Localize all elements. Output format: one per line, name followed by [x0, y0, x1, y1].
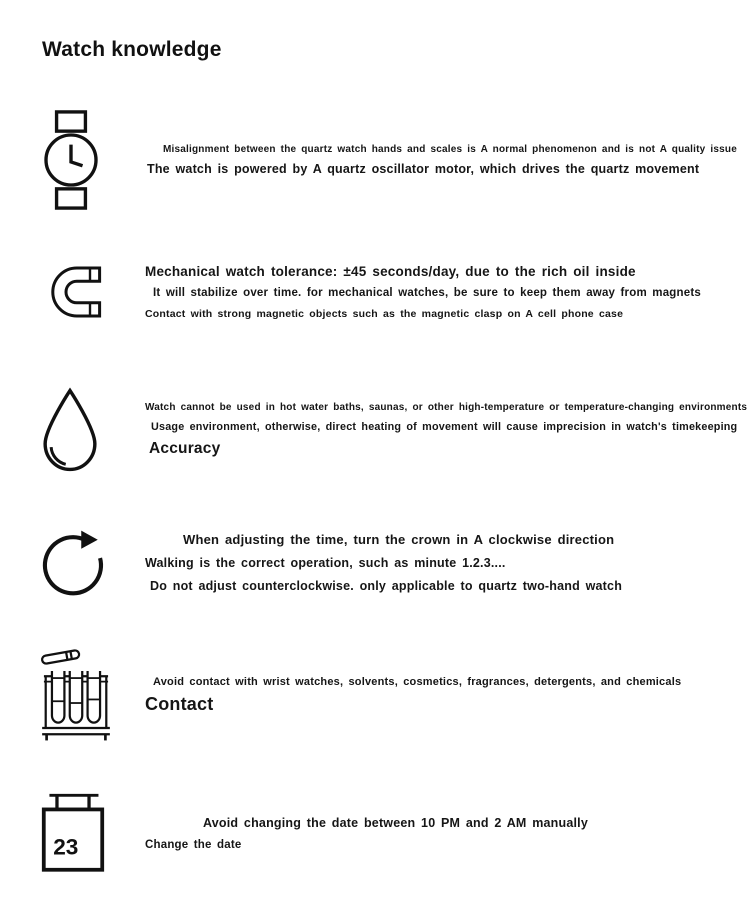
- calendar-icon-svg: [40, 792, 106, 874]
- magnet-icon-svg: [40, 262, 104, 322]
- temperature-note: Watch cannot be used in hot water baths, saunas, or other high-temperature or temperature-changing environments: [145, 402, 748, 413]
- magnet-note: Contact with strong magnetic objects such as the magnetic clasp on A cell phone case: [145, 308, 624, 320]
- test-tube-rack-icon: [40, 646, 145, 744]
- calendar-icon: [40, 792, 145, 874]
- wristwatch-icon: [40, 110, 145, 210]
- calendar-number: 23: [53, 834, 79, 860]
- magnet-sub: It will stabilize over time. for mechanical watches, be sure to keep them away from magnets: [153, 287, 701, 299]
- chemicals-main: Avoid contact with wrist watches, solvents, cosmetics, fragrances, detergents, and chemicals: [153, 675, 682, 688]
- clockwise-arrow-icon-svg: [40, 524, 106, 600]
- horseshoe-magnet-icon: [40, 262, 145, 322]
- wristwatch-icon-svg: [40, 110, 102, 210]
- crown-text: [145, 532, 750, 593]
- quartz-main: The watch is powered by A quartz oscillator motor, which drives the quartz movement: [147, 162, 700, 176]
- date-text: [145, 816, 750, 851]
- section-date: [40, 792, 750, 874]
- date-heading: Change the date: [145, 838, 242, 851]
- quartz-text: [145, 144, 750, 176]
- temperature-text: [145, 402, 750, 458]
- quartz-note: Misalignment between the quartz watch hands and scales is A normal phenomenon and is not A quality issue: [163, 144, 737, 155]
- page-title: Watch knowledge: [42, 38, 222, 61]
- magnet-text: [145, 264, 750, 320]
- section-chemicals: [40, 646, 750, 744]
- clockwise-arrow-icon: [40, 524, 145, 600]
- crown-sub: Walking is the correct operation, such as minute 1.2.3....: [145, 555, 506, 570]
- crown-note: Do not adjust counterclockwise. only applicable to quartz two-hand watch: [150, 578, 623, 593]
- section-quartz: [40, 110, 750, 210]
- section-magnet: [40, 262, 750, 322]
- crown-main: When adjusting the time, turn the crown in A clockwise direction: [183, 531, 615, 547]
- water-drop-icon: [40, 384, 145, 476]
- chemicals-heading: Contact: [145, 693, 214, 714]
- section-temperature: [40, 384, 750, 476]
- date-main: Avoid changing the date between 10 PM and 2 AM manually: [203, 815, 588, 830]
- magnet-main: Mechanical watch tolerance: ±45 seconds/day, due to the rich oil inside: [145, 264, 636, 279]
- water-drop-icon-svg: [40, 384, 100, 476]
- temperature-heading: Accuracy: [149, 440, 221, 457]
- test-tube-rack-icon-svg: [40, 646, 112, 744]
- section-crown: [40, 524, 750, 600]
- chemicals-text: [145, 676, 750, 715]
- temperature-sub: Usage environment, otherwise, direct heating of movement will cause imprecision in watch's timekeeping: [151, 421, 738, 433]
